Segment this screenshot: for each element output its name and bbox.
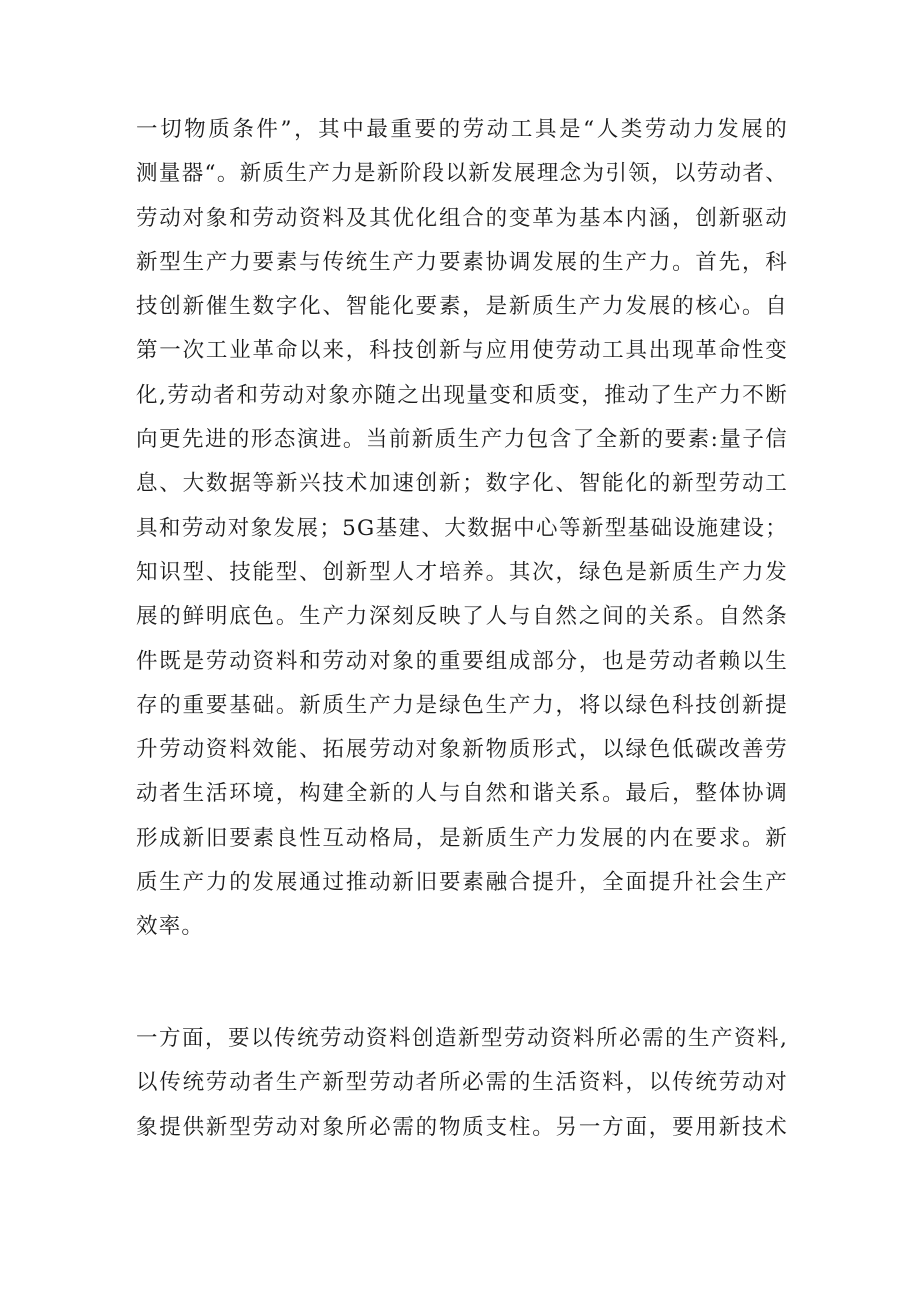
paragraph-1: [136, 108, 788, 950]
paragraph-line: 知识型、技能型、创新型人才培养。其次，绿色是新质生产力发: [136, 559, 788, 585]
paragraph-line: 升劳动资料效能、拓展劳动对象新物质形式，以绿色低碳改善劳: [136, 737, 788, 763]
paragraph-line: 展的鲜明底色。生产力深刻反映了人与自然之间的关系。自然条: [136, 604, 788, 630]
paragraph-line: 形成新旧要素良性互动格局，是新质生产力发展的内在要求。新: [136, 825, 788, 851]
paragraph-line: 新型生产力要素与传统生产力要素协调发展的生产力。首先，科: [136, 249, 788, 275]
paragraph-line: 一切物质条件”，其中最重要的劳动工具是“人类劳动力发展的: [136, 117, 788, 142]
paragraph-line: 劳动对象和劳动资料及其优化组合的变革为基本内涵，创新驱动: [136, 205, 788, 231]
paragraph-line: 息、大数据等新兴技术加速创新；数字化、智能化的新型劳动工: [136, 471, 788, 497]
paragraph-line: 技创新催生数字化、智能化要素，是新质生产力发展的核心。自: [136, 294, 788, 320]
paragraph-line: 动者生活环境，构建全新的人与自然和谐关系。最后，整体协调: [136, 781, 788, 807]
paragraph-line: 效率。: [136, 914, 205, 940]
paragraph-line: 化,劳动者和劳动对象亦随之出现量变和质变，推动了生产力不断: [136, 382, 788, 408]
paragraph-line: 件既是劳动资料和劳动对象的重要组成部分，也是劳动者赖以生: [136, 648, 788, 674]
paragraph-line: 测量器“。新质生产力是新阶段以新发展理念为引领，以劳动者、: [136, 161, 788, 187]
paragraph-line: 以传统劳动者生产新型劳动者所必需的生活资料，以传统劳动对: [136, 1070, 788, 1096]
paragraph-line: 一方面，要以传统劳动资料创造新型劳动资料所必需的生产资料,: [136, 1026, 788, 1051]
paragraph-line: 第一次工业革命以来，科技创新与应用使劳动工具出现革命性变: [136, 338, 788, 364]
paragraph-line: 存的重要基础。新质生产力是绿色生产力，将以绿色科技创新提: [136, 692, 788, 718]
paragraph-2: [136, 1017, 788, 1150]
paragraph-line: 具和劳动对象发展；5G基建、大数据中心等新型基础设施建设；: [136, 515, 788, 541]
paragraph-line: 质生产力的发展通过推动新旧要素融合提升，全面提升社会生产: [136, 870, 788, 896]
paragraph-line: 象提供新型劳动对象所必需的物质支柱。另一方面，要用新技术: [136, 1114, 788, 1140]
paragraph-line: 向更先进的形态演进。当前新质生产力包含了全新的要素:量子信: [136, 427, 788, 453]
